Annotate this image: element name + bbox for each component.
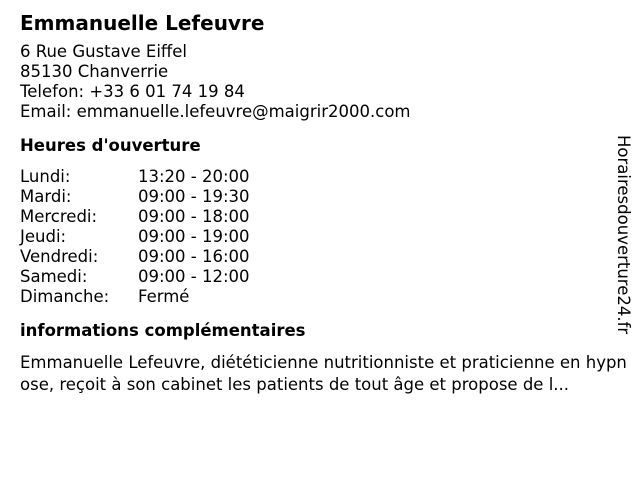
phone-line: Telefon: +33 6 01 74 19 84 (20, 82, 245, 101)
email-line: Email: emmanuelle.lefeuvre@maigrir2000.com (20, 102, 411, 121)
day-label: Vendredi: (20, 247, 99, 266)
site-watermark: Horairesdouverture24.fr (614, 135, 633, 335)
hours-row-tuesday (20, 187, 620, 207)
hours-row-monday (20, 167, 620, 187)
day-label: Samedi: (20, 267, 88, 286)
time-value: 09:00 - 16:00 (138, 247, 250, 266)
time-value: 09:00 - 12:00 (138, 267, 250, 286)
opening-hours-title: Heures d'ouverture (20, 136, 201, 155)
address-city: 85130 Chanverrie (20, 62, 169, 81)
additional-info-title: informations complémentaires (20, 321, 306, 340)
business-description: Emmanuelle Lefeuvre, diététicienne nutritionniste et praticienne en hypnose, reçoit à son cabinet les patients de tout âge et propose de l... (20, 353, 627, 394)
hours-row-saturday (20, 267, 620, 287)
day-label: Jeudi: (20, 227, 67, 246)
time-value: 09:00 - 18:00 (138, 207, 250, 226)
time-value: 09:00 - 19:00 (138, 227, 250, 246)
time-value: 09:00 - 19:30 (138, 187, 250, 206)
hours-row-wednesday (20, 207, 620, 227)
opening-hours-table (20, 167, 620, 307)
day-label: Lundi: (20, 167, 71, 186)
business-name: Emmanuelle Lefeuvre (20, 11, 265, 35)
address-street: 6 Rue Gustave Eiffel (20, 42, 188, 61)
hours-row-friday (20, 247, 620, 267)
hours-row-sunday (20, 287, 620, 307)
hours-row-thursday (20, 227, 620, 247)
day-label: Dimanche: (20, 287, 110, 306)
time-value: 13:20 - 20:00 (138, 167, 250, 186)
time-value: Fermé (138, 287, 190, 306)
day-label: Mercredi: (20, 207, 98, 226)
day-label: Mardi: (20, 187, 72, 206)
